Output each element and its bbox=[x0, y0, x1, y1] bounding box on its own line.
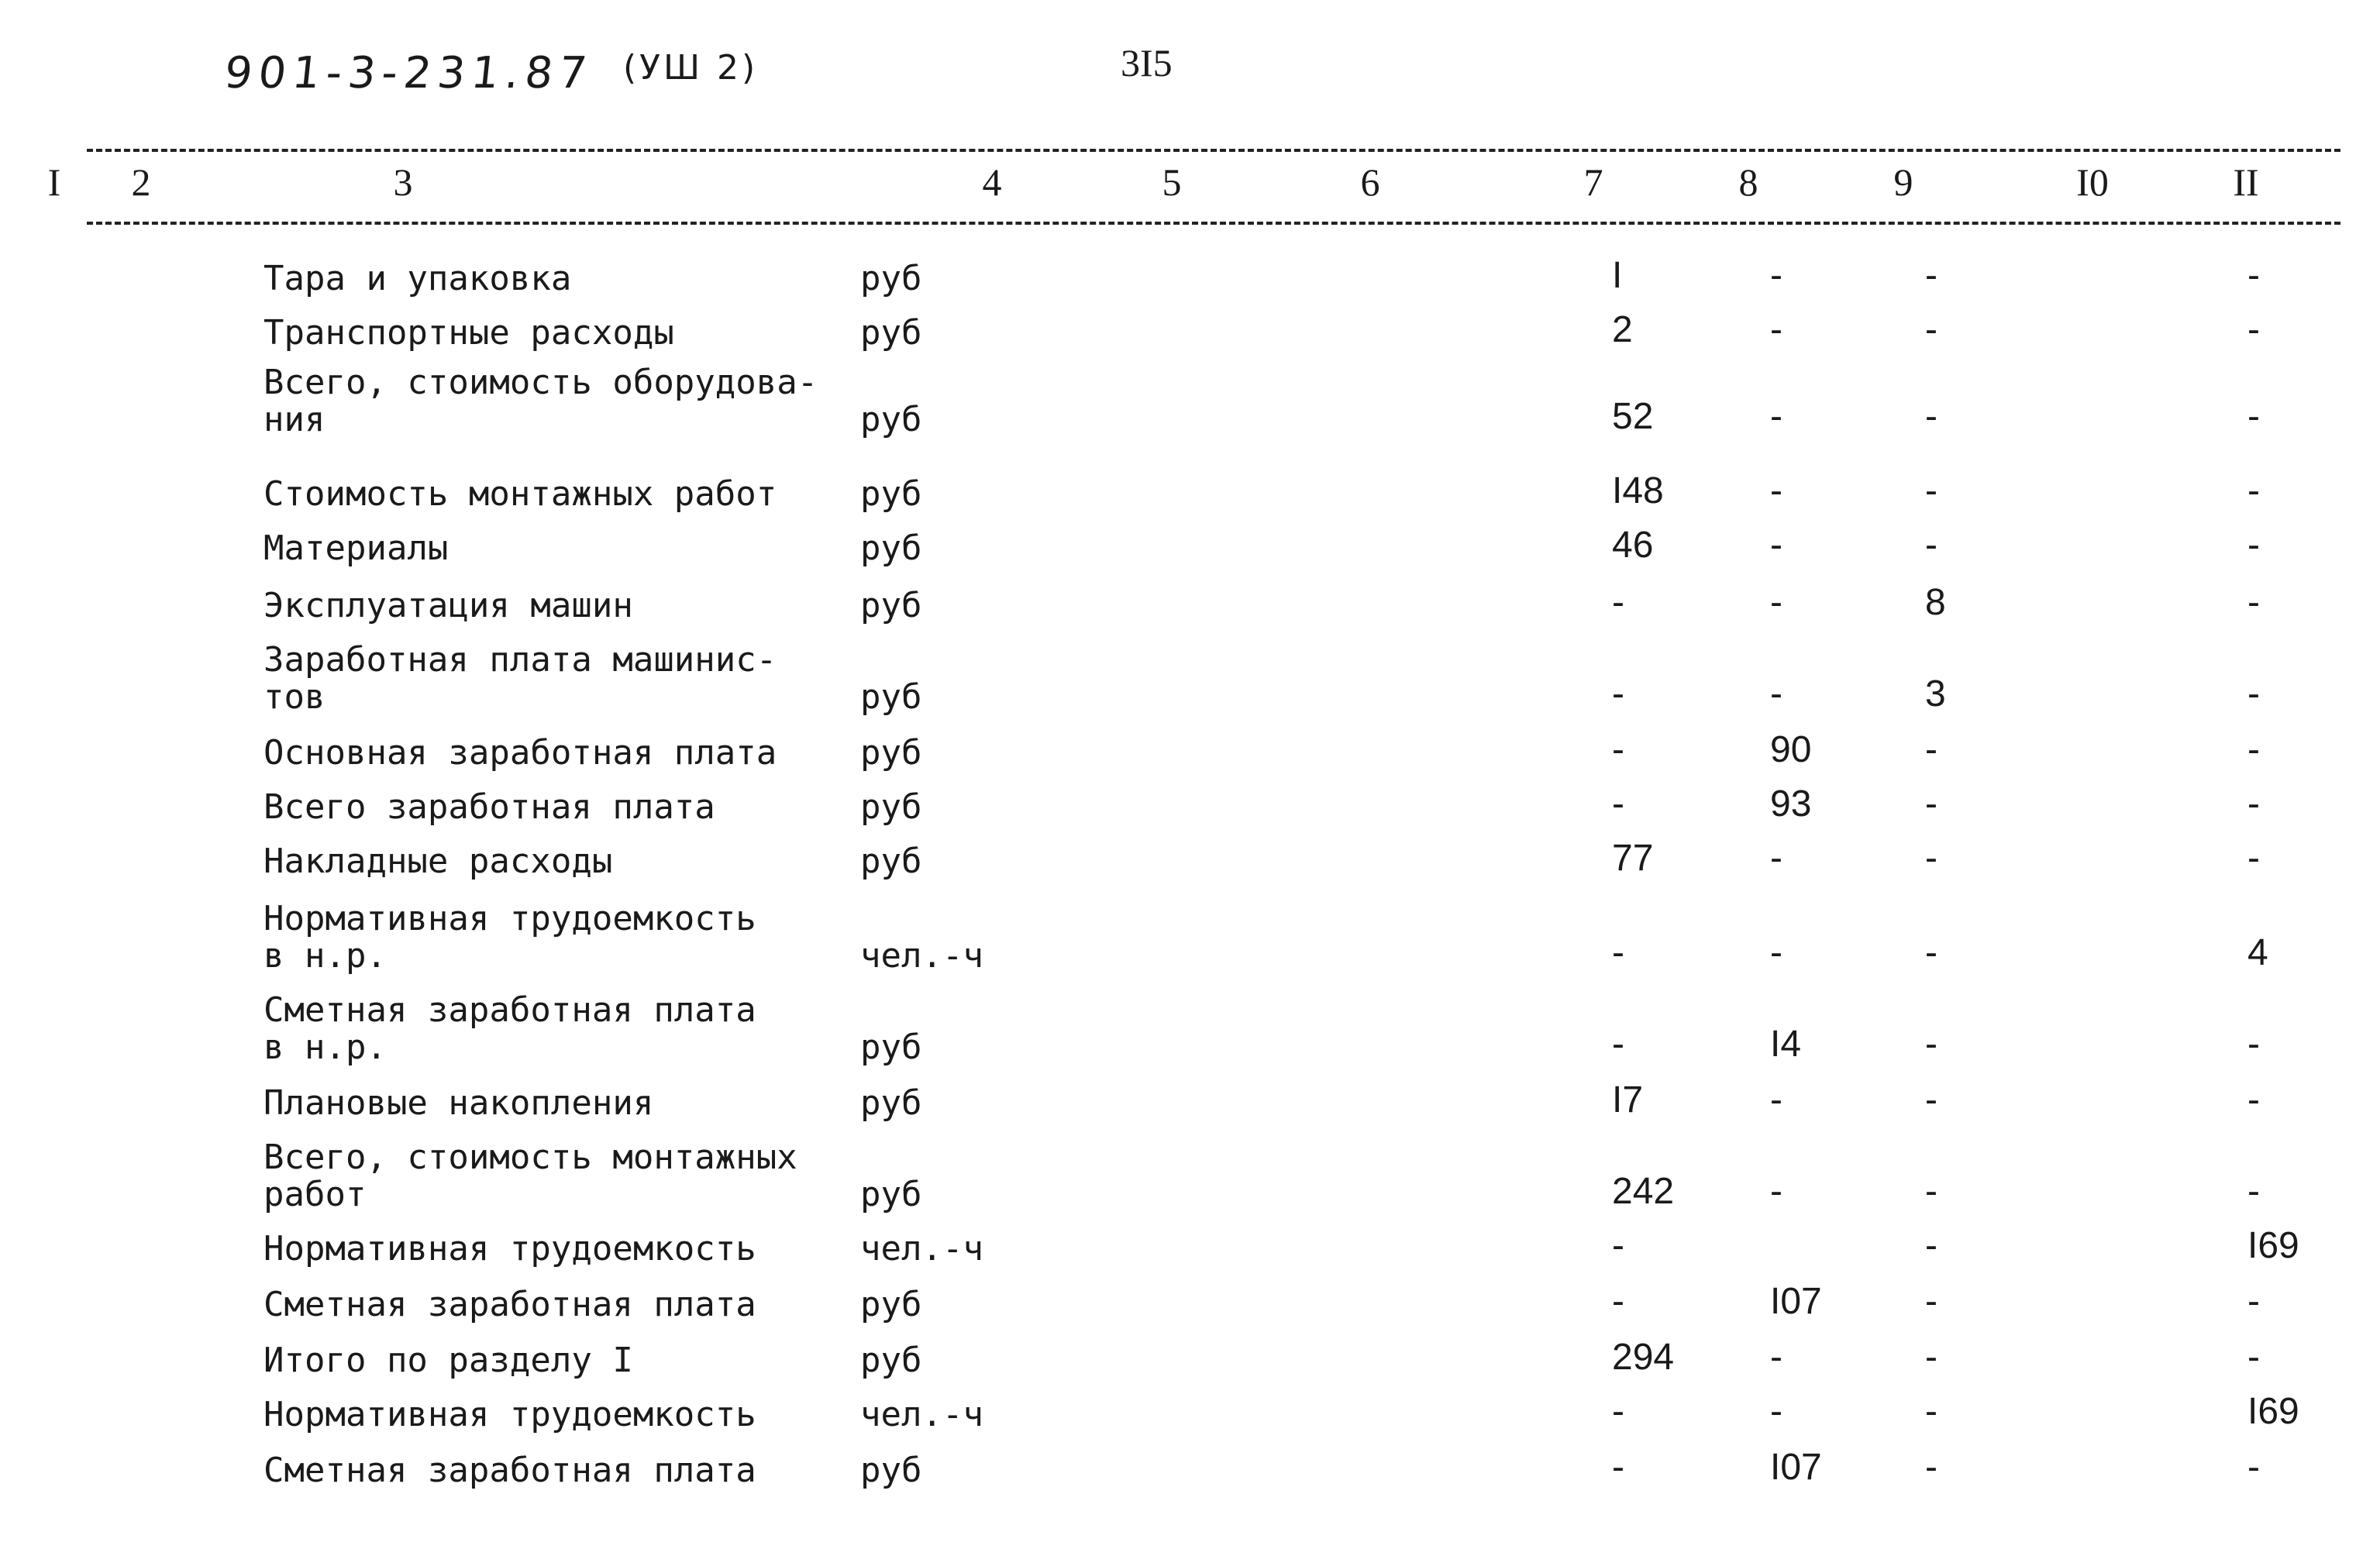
value-c8: 93 bbox=[1770, 783, 1812, 824]
row-label: Материалы bbox=[263, 528, 449, 568]
row-unit: руб bbox=[860, 1175, 922, 1214]
value-c8: - bbox=[1770, 1079, 1782, 1121]
value-c11: - bbox=[2247, 582, 2260, 623]
value-c9: - bbox=[1925, 1171, 1937, 1212]
value-c9: - bbox=[1925, 1447, 1937, 1488]
column-header-6: 6 bbox=[1360, 160, 1380, 204]
value-c9: - bbox=[1925, 255, 1937, 296]
value-c9: - bbox=[1925, 470, 1937, 511]
value-c11: - bbox=[2247, 470, 2260, 511]
row-unit: руб bbox=[860, 677, 922, 717]
value-c7: - bbox=[1612, 582, 1624, 623]
row-label: Основная заработная плата bbox=[263, 733, 777, 773]
value-c8: - bbox=[1770, 309, 1782, 350]
value-c9: - bbox=[1925, 729, 1937, 770]
row-label: Заработная плата машинис- bbox=[263, 640, 777, 680]
value-c7: I7 bbox=[1612, 1079, 1644, 1121]
value-c8: I07 bbox=[1770, 1447, 1822, 1488]
value-c11: - bbox=[2247, 1337, 2260, 1378]
row-label: Сметная заработная плата bbox=[263, 990, 756, 1030]
row-label: Тара и упаковка bbox=[263, 259, 572, 298]
row-unit: руб bbox=[860, 842, 922, 881]
header-rule-bottom bbox=[87, 222, 2340, 225]
column-header-2: 2 bbox=[131, 160, 151, 204]
value-c9: - bbox=[1925, 1281, 1937, 1322]
document-code: 901-3-231.87 bbox=[222, 48, 596, 98]
row-label: Нормативная трудоемкость bbox=[263, 1229, 756, 1269]
value-c11: - bbox=[2247, 309, 2260, 350]
value-c9: - bbox=[1925, 525, 1937, 566]
value-c11: - bbox=[2247, 396, 2260, 437]
value-c7: - bbox=[1612, 932, 1624, 973]
value-c9: 3 bbox=[1925, 673, 1946, 714]
column-header-4: 4 bbox=[982, 160, 1002, 204]
value-c11: I69 bbox=[2247, 1225, 2299, 1266]
value-c11: - bbox=[2247, 783, 2260, 824]
row-unit: руб bbox=[860, 474, 922, 514]
column-header-8: 8 bbox=[1738, 160, 1758, 204]
value-c11: - bbox=[2247, 525, 2260, 566]
value-c9: - bbox=[1925, 838, 1937, 879]
row-label: Всего заработная плата bbox=[263, 787, 715, 827]
value-c11: I69 bbox=[2247, 1391, 2299, 1432]
value-c7: I48 bbox=[1612, 470, 1664, 511]
value-c9: - bbox=[1925, 1024, 1937, 1065]
row-unit: чел.-ч bbox=[860, 1229, 983, 1269]
value-c11: - bbox=[2247, 1447, 2260, 1488]
value-c11: - bbox=[2247, 1281, 2260, 1322]
value-c8: - bbox=[1770, 673, 1782, 714]
sheet-reference: (УШ 2) bbox=[623, 48, 759, 88]
column-header-7: 7 bbox=[1583, 160, 1603, 204]
value-c8: - bbox=[1770, 525, 1782, 566]
row-label: Транспортные расходы bbox=[263, 313, 674, 353]
value-c9: - bbox=[1925, 1079, 1937, 1121]
value-c7: - bbox=[1612, 1447, 1624, 1488]
row-unit: руб bbox=[860, 1341, 922, 1380]
value-c11: - bbox=[2247, 838, 2260, 879]
value-c7: - bbox=[1612, 1024, 1624, 1065]
row-label: Сметная заработная плата bbox=[263, 1285, 756, 1324]
value-c8: - bbox=[1770, 1171, 1782, 1212]
value-c9: 8 bbox=[1925, 582, 1946, 623]
column-header-1: I bbox=[47, 160, 61, 204]
value-c7: 52 bbox=[1612, 396, 1654, 437]
value-c11: 4 bbox=[2247, 932, 2268, 973]
value-c8: - bbox=[1770, 838, 1782, 879]
value-c8: 90 bbox=[1770, 729, 1812, 770]
row-label: Накладные расходы bbox=[263, 842, 613, 881]
row-label: Всего, стоимость монтажных bbox=[263, 1138, 797, 1177]
value-c11: - bbox=[2247, 255, 2260, 296]
column-header-10: I0 bbox=[2076, 160, 2109, 204]
value-c8: I07 bbox=[1770, 1281, 1822, 1322]
value-c9: - bbox=[1925, 1337, 1937, 1378]
value-c7: 46 bbox=[1612, 525, 1654, 566]
value-c9: - bbox=[1925, 932, 1937, 973]
row-unit: руб bbox=[860, 586, 922, 625]
column-header-9: 9 bbox=[1893, 160, 1913, 204]
row-unit: руб bbox=[860, 1285, 922, 1324]
value-c11: - bbox=[2247, 1024, 2260, 1065]
value-c7: - bbox=[1612, 1281, 1624, 1322]
row-unit: руб bbox=[860, 259, 922, 298]
row-unit: руб bbox=[860, 1083, 922, 1123]
row-label: в н.р. bbox=[263, 1028, 387, 1067]
value-c8: - bbox=[1770, 1337, 1782, 1378]
row-unit: руб bbox=[860, 528, 922, 568]
row-label: в н.р. bbox=[263, 936, 387, 976]
value-c7: - bbox=[1612, 1225, 1624, 1266]
row-unit: руб bbox=[860, 1028, 922, 1067]
value-c7: - bbox=[1612, 783, 1624, 824]
value-c7: 242 bbox=[1612, 1171, 1675, 1212]
value-c7: 77 bbox=[1612, 838, 1654, 879]
row-label: Итого по разделу I bbox=[263, 1341, 633, 1380]
value-c8: - bbox=[1770, 255, 1782, 296]
value-c8: - bbox=[1770, 1391, 1782, 1432]
value-c7: - bbox=[1612, 673, 1624, 714]
row-unit: руб bbox=[860, 313, 922, 353]
value-c7: 2 bbox=[1612, 309, 1633, 350]
value-c9: - bbox=[1925, 1391, 1937, 1432]
row-label: Нормативная трудоемкость bbox=[263, 1395, 756, 1434]
value-c7: - bbox=[1612, 1391, 1624, 1432]
value-c8: - bbox=[1770, 582, 1782, 623]
row-unit: руб bbox=[860, 1451, 922, 1490]
column-header-3: 3 bbox=[393, 160, 413, 204]
value-c8: - bbox=[1770, 932, 1782, 973]
row-label: Стоимость монтажных работ bbox=[263, 474, 777, 514]
value-c7: - bbox=[1612, 729, 1624, 770]
row-label: Сметная заработная плата bbox=[263, 1451, 756, 1490]
value-c9: - bbox=[1925, 309, 1937, 350]
row-label: работ bbox=[263, 1175, 367, 1214]
value-c11: - bbox=[2247, 673, 2260, 714]
value-c7: I bbox=[1612, 255, 1623, 296]
header-rule-top bbox=[87, 149, 2340, 152]
row-unit: руб bbox=[860, 733, 922, 773]
row-label: ния bbox=[263, 400, 325, 439]
value-c9: - bbox=[1925, 1225, 1937, 1266]
row-label: тов bbox=[263, 677, 325, 717]
value-c11: - bbox=[2247, 1171, 2260, 1212]
value-c8: - bbox=[1770, 470, 1782, 511]
value-c9: - bbox=[1925, 396, 1937, 437]
row-unit: руб bbox=[860, 400, 922, 439]
page-number: 3I5 bbox=[1121, 41, 1173, 84]
row-unit: чел.-ч bbox=[860, 936, 983, 976]
value-c7: 294 bbox=[1612, 1337, 1675, 1378]
row-label: Плановые накопления bbox=[263, 1083, 654, 1123]
row-unit: руб bbox=[860, 787, 922, 827]
value-c8: I4 bbox=[1770, 1024, 1802, 1065]
row-unit: чел.-ч bbox=[860, 1395, 983, 1434]
value-c8: - bbox=[1770, 396, 1782, 437]
row-label: Всего, стоимость оборудова- bbox=[263, 363, 818, 402]
value-c11: - bbox=[2247, 1079, 2260, 1121]
column-header-5: 5 bbox=[1162, 160, 1182, 204]
row-label: Эксплуатация машин bbox=[263, 586, 633, 625]
row-label: Нормативная трудоемкость bbox=[263, 899, 756, 938]
column-header-11: II bbox=[2233, 160, 2259, 204]
value-c11: - bbox=[2247, 729, 2260, 770]
value-c9: - bbox=[1925, 783, 1937, 824]
